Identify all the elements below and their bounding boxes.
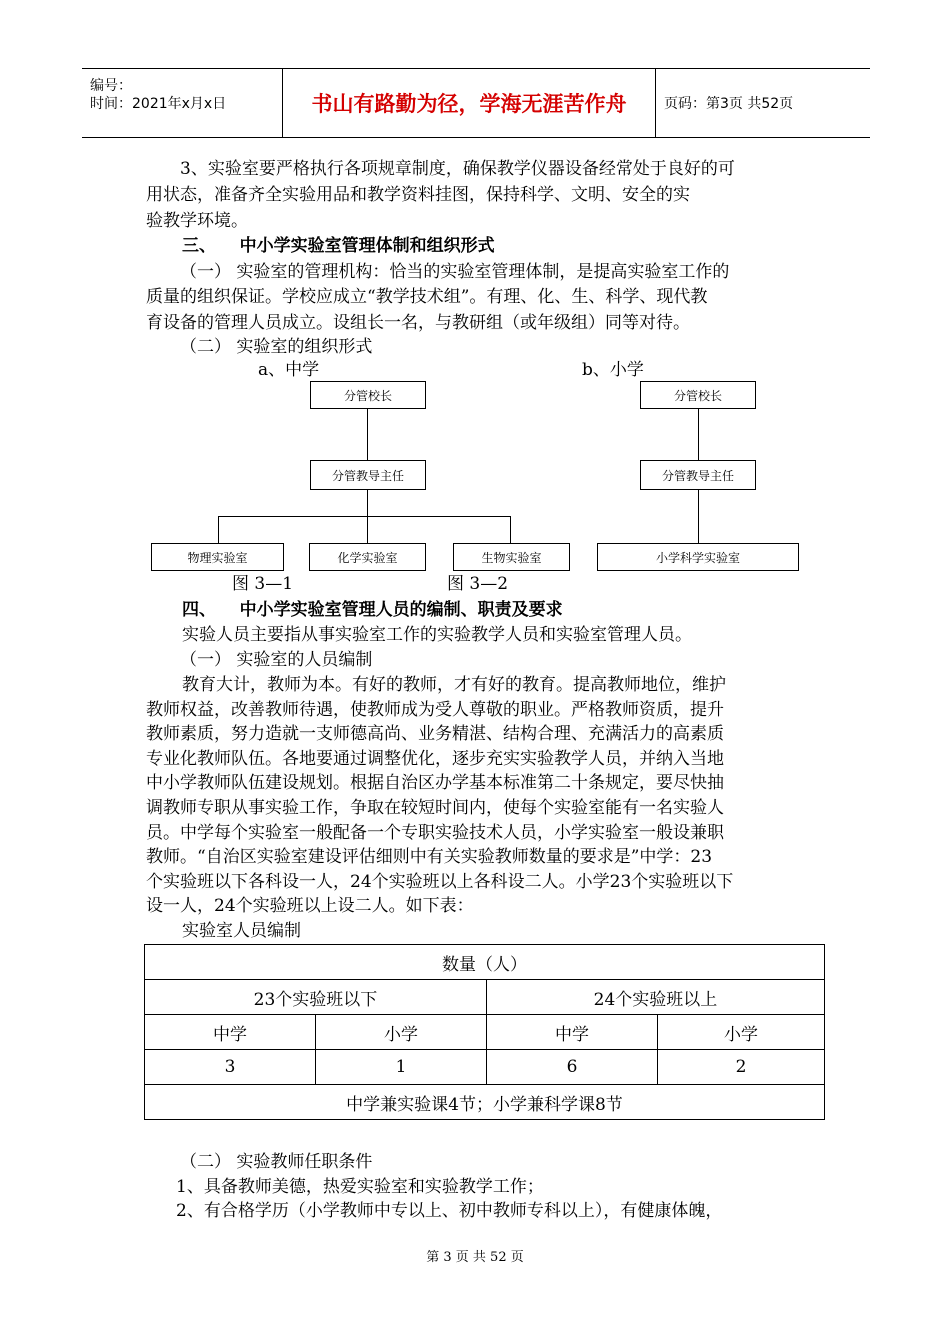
- text-line: （一） 实验室的管理机构：恰当的实验室管理体制，是提高实验室工作的: [180, 262, 730, 282]
- text-line: 实验人员主要指从事实验室工作的实验教学人员和实验室管理人员。: [182, 625, 692, 645]
- text-line: 教师。“自治区实验室建设评估细则中有关实验教师数量的要求是”中学：23: [146, 847, 713, 867]
- text-line: 验教学环境。: [146, 211, 248, 231]
- org-connector: [367, 409, 368, 460]
- text-line: 2、有合格学历（小学教师中专以上、初中教师专科以上），有健康体魄，: [176, 1201, 723, 1221]
- org-box-chemistry-lab: 化学实验室: [309, 543, 426, 571]
- text-line: （一） 实验室的人员编制: [180, 650, 373, 670]
- text-line: 教师素质，努力造就一支师德高尚、业务精湛、结构合理、充满活力的高素质: [146, 724, 724, 744]
- org-box-dean: 分管教导主任: [640, 460, 756, 490]
- table-cell: 1: [316, 1050, 487, 1085]
- chart-label-a: a、中学: [258, 360, 320, 380]
- org-connector: [698, 490, 699, 543]
- table-cell: 3: [145, 1050, 316, 1085]
- figure-caption: 图 3—2: [447, 574, 509, 594]
- staffing-table: [144, 944, 825, 1120]
- text-line: 调教师专职从事实验工作，争取在较短时间内，使每个实验室能有一名实验人: [146, 798, 724, 818]
- text-line: 质量的组织保证。学校应成立“教学技术组”。有理、化、生、科学、现代教: [146, 287, 708, 307]
- text-line: 中小学教师队伍建设规划。根据自治区办学基本标准第二十条规定，要尽快抽: [146, 773, 724, 793]
- text-line: 1、具备教师美德，热爱实验室和实验教学工作；: [176, 1177, 544, 1197]
- text-line: （二） 实验室的组织形式: [180, 337, 373, 357]
- org-connector: [218, 516, 511, 517]
- header-motto: 书山有路勤为径，学海无涯苦作舟: [283, 69, 656, 137]
- header-meta: [82, 69, 283, 137]
- text-line: 3、实验室要严格执行各项规章制度，确保教学仪器设备经常处于良好的可: [180, 159, 735, 179]
- table-header-cell: 数量（人）: [145, 945, 825, 980]
- text-line: 个实验班以下各科设一人，24个实验班以上各科设二人。小学23个实验班以下: [146, 872, 734, 892]
- doc-code: 编号：: [90, 78, 132, 94]
- table-col-header: 小学: [658, 1015, 825, 1050]
- org-box-physics-lab: 物理实验室: [151, 543, 284, 571]
- org-box-principal: 分管校长: [310, 381, 426, 409]
- table-cell: 6: [487, 1050, 658, 1085]
- page-header: [82, 68, 870, 138]
- org-connector: [510, 516, 511, 543]
- org-box-biology-lab: 生物实验室: [453, 543, 570, 571]
- chart-label-b: b、小学: [582, 360, 644, 380]
- text-line: 用状态，准备齐全实验用品和教学资料挂图，保持科学、文明、安全的实: [146, 185, 690, 205]
- org-box-principal: 分管校长: [640, 381, 756, 409]
- text-line: 教师权益，改善教师待遇，使教师成为受人尊敬的职业。严格教师资质，提升: [146, 700, 724, 720]
- text-line: 教育大计，教师为本。有好的教师，才有好的教育。提高教师地位，维护: [182, 675, 726, 695]
- table-note-cell: 中学兼实验课4节；小学兼科学课8节: [145, 1085, 825, 1120]
- text-line: 员。中学每个实验室一般配备一个专职实验技术人员，小学实验室一般设兼职: [146, 823, 724, 843]
- figure-caption: 图 3—1: [232, 574, 294, 594]
- table-col-header: 中学: [145, 1015, 316, 1050]
- page-footer: 第 3 页 共 52 页: [426, 1250, 524, 1265]
- text-line: 设一人，24个实验班以上设二人。如下表：: [146, 896, 474, 916]
- table-group-cell: 24个实验班以上: [487, 980, 825, 1015]
- table-col-header: 小学: [316, 1015, 487, 1050]
- org-connector: [698, 409, 699, 460]
- doc-time: 时间：2021年x月x日: [90, 96, 227, 112]
- text-line: 育设备的管理人员成立。设组长一名，与教研组（或年级组）同等对待。: [146, 313, 690, 333]
- text-line: 专业化教师队伍。各地要通过调整优化，逐步充实实验教学人员，并纳入当地: [146, 749, 724, 769]
- table-group-cell: 23个实验班以下: [145, 980, 487, 1015]
- section-heading: 三、 中小学实验室管理体制和组织形式: [182, 236, 495, 256]
- org-box-science-lab: 小学科学实验室: [597, 543, 799, 571]
- header-page-info: 页码：第3页 共52页: [664, 96, 794, 112]
- table-col-header: 中学: [487, 1015, 658, 1050]
- section-heading: 四、 中小学实验室管理人员的编制、职责及要求: [182, 600, 563, 620]
- table-cell: 2: [658, 1050, 825, 1085]
- org-connector: [218, 516, 219, 543]
- org-box-dean: 分管教导主任: [310, 460, 426, 490]
- text-line: （二） 实验教师任职条件: [180, 1152, 373, 1172]
- table-caption: 实验室人员编制: [182, 921, 301, 941]
